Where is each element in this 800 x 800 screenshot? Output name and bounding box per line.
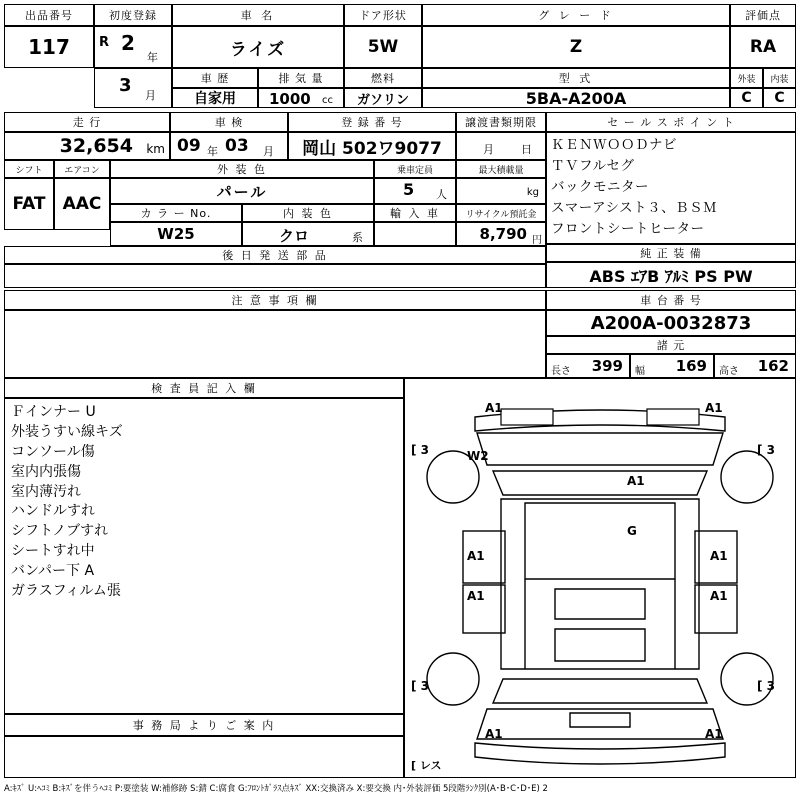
score-label: 評価点 [730, 4, 796, 26]
damage-mark: A1 [710, 589, 728, 603]
history-value: 自家用 [172, 88, 258, 108]
inspection-month: 03 [225, 136, 249, 156]
shaken-month-value [94, 68, 172, 108]
damage-mark: A1 [710, 549, 728, 563]
office-notice-title: 事 務 局 よ り ご 案 内 [4, 714, 404, 736]
exterior-grade-value: C [730, 88, 763, 108]
registration-number-value: 岡山 502ワ9077 [288, 132, 456, 160]
notes-value [4, 310, 546, 378]
seats-value [374, 178, 456, 204]
max-load-unit: kg [526, 187, 539, 198]
factory-equipment-title: 純 正 装 備 [546, 244, 796, 262]
later-parts-value [4, 264, 546, 288]
height-cell [714, 354, 796, 378]
car-damage-diagram [404, 378, 796, 778]
inspector-line: バンパー下 A [11, 563, 95, 579]
inspector-line: 外装うすい線キズ [11, 423, 123, 440]
grade-value: Z [422, 26, 730, 68]
inspector-line: 室内内張傷 [11, 463, 81, 480]
color-number-value: W25 [110, 222, 242, 246]
displacement-label: 排 気 量 [258, 68, 344, 88]
interior-grade-label: 内装 [763, 68, 796, 88]
recycle-deposit-label: リサイクル預託金 [456, 204, 546, 222]
transfer-day-unit: 日 [521, 143, 532, 156]
damage-mark: [ 3 [757, 679, 776, 693]
sales-point: フロントシートヒーター [551, 220, 705, 237]
length-label: 長さ [551, 366, 571, 377]
damage-mark: A1 [705, 727, 723, 741]
inspector-line: ガラスフィルム張 [11, 582, 121, 599]
width-value: 169 [675, 357, 707, 375]
inspector-line: シフトノブすれ [11, 523, 109, 540]
first-registration-label: 初度登録 [94, 4, 172, 26]
lot-number-value: 117 [4, 26, 94, 68]
damage-mark: [ 3 [411, 443, 430, 457]
height-value: 162 [757, 357, 789, 375]
seats-label: 乗車定員 [374, 160, 456, 178]
import-value [374, 222, 456, 246]
shift-label: シフト [4, 160, 54, 178]
seats-number: 5 [403, 180, 415, 199]
sales-points-list [546, 132, 796, 244]
length-value: 399 [591, 357, 623, 375]
mileage-label: 走 行 [4, 112, 170, 132]
first-reg-era: R [99, 35, 110, 50]
inspection-value [170, 132, 288, 160]
damage-mark: A1 [627, 474, 645, 488]
interior-color-value [242, 222, 374, 246]
door-shape-value: 5W [344, 26, 422, 68]
exterior-color-value: パール [110, 178, 374, 204]
damage-mark: W2 [467, 449, 489, 463]
door-shape-label: ドア形状 [344, 4, 422, 26]
car-name-label: 車 名 [172, 4, 344, 26]
inspector-line: ハンドルすれ [11, 503, 95, 520]
grade-label: グ レ ー ド [422, 4, 730, 26]
displacement-value [258, 88, 344, 108]
mileage-unit: km [146, 142, 165, 156]
inspection-label: 車 検 [170, 112, 288, 132]
transfer-deadline-value [456, 132, 546, 160]
first-reg-year-unit: 年 [147, 51, 158, 64]
damage-mark: A1 [467, 589, 485, 603]
inspector-line: シートすれ中 [11, 543, 95, 560]
transfer-month-unit: 月 [483, 143, 494, 156]
mileage-value [4, 132, 170, 160]
height-label: 高さ [719, 366, 739, 377]
shaken-month: 3 [119, 75, 132, 96]
sales-points-title: セ ー ル ス ポ イ ン ト [546, 112, 796, 132]
notes-label: 注 意 事 項 欄 [4, 290, 546, 310]
width-cell [630, 354, 714, 378]
seats-unit: 人 [436, 188, 447, 201]
shift-value: FAT [4, 178, 54, 230]
car-outline-svg [405, 379, 795, 777]
inspector-title: 検 査 員 記 入 欄 [4, 378, 404, 398]
damage-mark: [ レス [411, 759, 442, 772]
damage-mark: [ 3 [757, 443, 776, 457]
aircon-value: AAC [54, 178, 110, 230]
specs-label: 諸 元 [546, 336, 796, 354]
first-registration-value [94, 26, 172, 68]
interior-color-unit: 系 [352, 231, 363, 244]
score-value: RA [730, 26, 796, 68]
fuel-value: ガソリン [344, 88, 422, 108]
chassis-number-label: 車 台 番 号 [546, 290, 796, 310]
aircon-label: エアコン [54, 160, 110, 178]
inspector-line: Ｆインナー U [11, 404, 96, 420]
damage-mark: A1 [705, 401, 723, 415]
shaken-month-unit: 月 [145, 89, 156, 102]
first-reg-year: 2 [121, 31, 135, 55]
exterior-grade-label: 外装 [730, 68, 763, 88]
sales-point: ＴＶフルセグ [551, 157, 635, 174]
inspection-year-unit: 年 [207, 145, 218, 158]
recycle-deposit-value [456, 222, 546, 246]
displacement-unit: cc [322, 95, 333, 106]
displacement-number: 1000 [269, 90, 311, 108]
max-load-value [456, 178, 546, 204]
legend-text: A:ｷｽﾞ U:ﾍｺﾐ B:ｷｽﾞを伴うﾍｺﾐ P:要塗装 W:補修跡 S:錆 C:腐食 G:ﾌﾛﾝﾄｶﾞﾗｽ点ｷｽﾞ XX:交換済み X:要交換 内･外装評価 5段階ﾗﾝｸ別(A･B･C･D･E) 2 [4, 784, 548, 794]
sales-point: スマーアシスト３、ＢＳＭ [551, 199, 718, 216]
office-notice-body [4, 736, 404, 778]
interior-grade-value: C [763, 88, 796, 108]
registration-number-label: 登 録 番 号 [288, 112, 456, 132]
damage-mark: A1 [467, 549, 485, 563]
model-code-value: 5BA-A200A [422, 88, 730, 108]
transfer-deadline-label: 譲渡書類期限 [456, 112, 546, 132]
interior-color-label: 内 装 色 [242, 204, 374, 222]
inspection-year: 09 [177, 136, 201, 156]
inspector-line: 室内薄汚れ [11, 483, 81, 500]
max-load-label: 最大積載量 [456, 160, 546, 178]
width-label: 幅 [635, 366, 645, 377]
color-number-label: カ ラ ー No. [110, 204, 242, 222]
lot-number-label: 出品番号 [4, 4, 94, 26]
import-label: 輸 入 車 [374, 204, 456, 222]
later-parts-label: 後 日 発 送 部 品 [4, 246, 546, 264]
history-label: 車 歴 [172, 68, 258, 88]
damage-mark: A1 [485, 401, 503, 415]
length-cell [546, 354, 630, 378]
sales-point: ＫＥＮＷＯＯＤナビ [551, 137, 677, 153]
inspection-month-unit: 月 [263, 145, 274, 158]
inspector-notes [4, 398, 404, 714]
recycle-amount: 8,790 [479, 225, 527, 243]
sales-point: バックモニター [551, 178, 649, 195]
exterior-color-label: 外 装 色 [110, 160, 374, 178]
fuel-label: 燃料 [344, 68, 422, 88]
recycle-unit: 円 [532, 235, 542, 246]
damage-mark: G [627, 524, 637, 538]
model-code-label: 型 式 [422, 68, 730, 88]
mileage-number: 32,654 [59, 135, 133, 157]
interior-color-text: クロ [279, 227, 310, 245]
inspector-line: コンソール傷 [11, 443, 95, 460]
factory-equipment-value: ABS ｴｱB ｱﾙﾐ PS PW [546, 262, 796, 288]
chassis-number-value: A200A-0032873 [546, 310, 796, 336]
car-name-value: ライズ [172, 26, 344, 68]
damage-mark: A1 [485, 727, 503, 741]
damage-mark: [ 3 [411, 679, 430, 693]
